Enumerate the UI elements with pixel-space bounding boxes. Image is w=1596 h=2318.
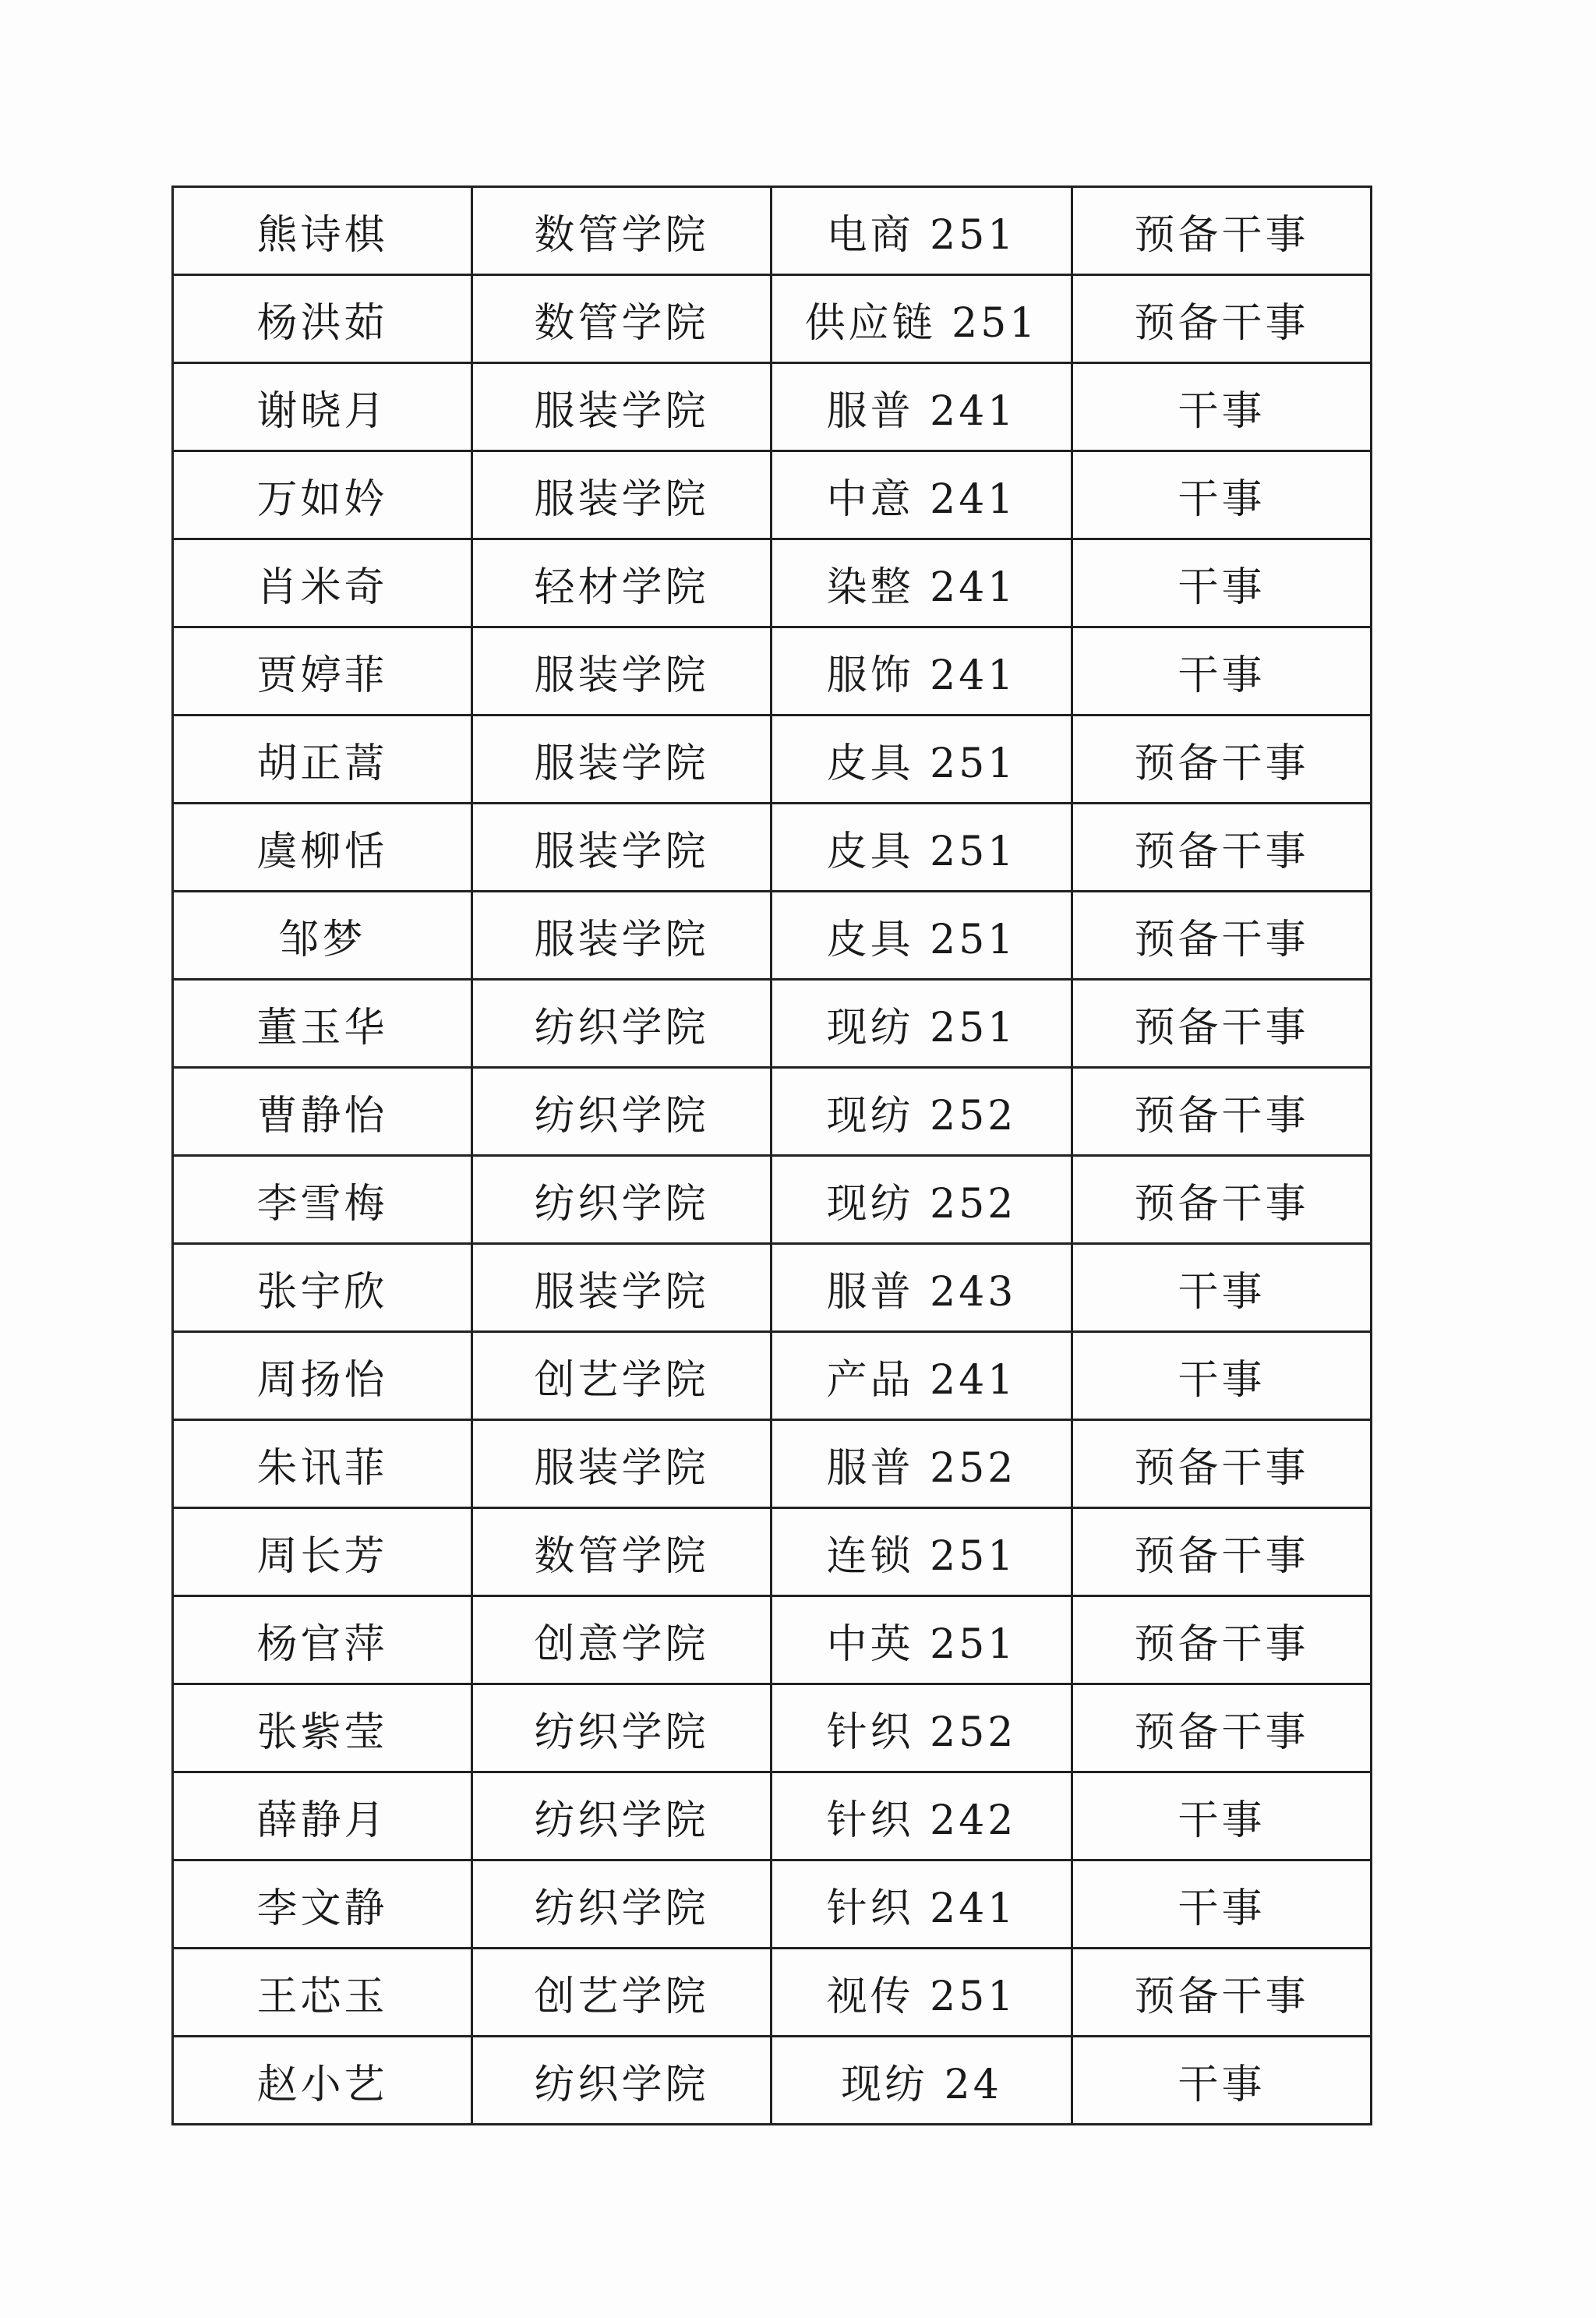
- table-row: [173, 363, 1372, 451]
- name-cell: 张紫莹: [173, 1684, 472, 1772]
- role-cell: 预备干事: [1072, 980, 1372, 1068]
- class-cell: 针织 242: [772, 1772, 1072, 1860]
- college-cell: 服装学院: [472, 804, 772, 892]
- college-cell: 纺织学院: [472, 1860, 772, 1949]
- name-cell: 贾婷菲: [173, 627, 472, 716]
- table-row: [173, 1860, 1372, 1949]
- table-row: [173, 539, 1372, 627]
- class-cell: 服普 241: [772, 363, 1072, 451]
- college-cell: 纺织学院: [472, 1684, 772, 1772]
- table-row: [173, 1068, 1372, 1156]
- college-cell: 服装学院: [472, 1244, 772, 1332]
- name-cell: 熊诗棋: [173, 187, 472, 275]
- role-cell: 干事: [1072, 1332, 1372, 1420]
- role-cell: 预备干事: [1072, 1156, 1372, 1244]
- class-cell: 连锁 251: [772, 1508, 1072, 1596]
- roster-table: [171, 186, 1372, 2125]
- table-row: [173, 1772, 1372, 1860]
- class-cell: 现纺 251: [772, 980, 1072, 1068]
- table-row: [173, 1332, 1372, 1420]
- class-cell: 现纺 252: [772, 1156, 1072, 1244]
- roster-table-body: [173, 187, 1372, 2125]
- college-cell: 服装学院: [472, 716, 772, 804]
- class-cell: 服普 252: [772, 1420, 1072, 1508]
- role-cell: 干事: [1072, 451, 1372, 539]
- role-cell: 预备干事: [1072, 892, 1372, 980]
- role-cell: 预备干事: [1072, 716, 1372, 804]
- college-cell: 服装学院: [472, 363, 772, 451]
- name-cell: 李文静: [173, 1860, 472, 1949]
- role-cell: 干事: [1072, 2037, 1372, 2125]
- college-cell: 服装学院: [472, 1420, 772, 1508]
- table-row: [173, 1596, 1372, 1684]
- college-cell: 数管学院: [472, 1508, 772, 1596]
- table-row: [173, 627, 1372, 716]
- name-cell: 肖米奇: [173, 539, 472, 627]
- class-cell: 针织 241: [772, 1860, 1072, 1949]
- role-cell: 预备干事: [1072, 1684, 1372, 1772]
- role-cell: 预备干事: [1072, 1068, 1372, 1156]
- table-row: [173, 2037, 1372, 2125]
- role-cell: 干事: [1072, 1772, 1372, 1860]
- class-cell: 供应链 251: [772, 275, 1072, 363]
- name-cell: 薛静月: [173, 1772, 472, 1860]
- name-cell: 谢晓月: [173, 363, 472, 451]
- name-cell: 李雪梅: [173, 1156, 472, 1244]
- role-cell: 干事: [1072, 627, 1372, 716]
- role-cell: 干事: [1072, 363, 1372, 451]
- class-cell: 服普 243: [772, 1244, 1072, 1332]
- college-cell: 纺织学院: [472, 1156, 772, 1244]
- college-cell: 数管学院: [472, 275, 772, 363]
- name-cell: 曹静怡: [173, 1068, 472, 1156]
- college-cell: 轻材学院: [472, 539, 772, 627]
- class-cell: 产品 241: [772, 1332, 1072, 1420]
- role-cell: 预备干事: [1072, 187, 1372, 275]
- class-cell: 皮具 251: [772, 804, 1072, 892]
- name-cell: 赵小艺: [173, 2037, 472, 2125]
- table-row: [173, 804, 1372, 892]
- name-cell: 王芯玉: [173, 1949, 472, 2037]
- table-row: [173, 892, 1372, 980]
- college-cell: 服装学院: [472, 451, 772, 539]
- role-cell: 预备干事: [1072, 275, 1372, 363]
- college-cell: 纺织学院: [472, 980, 772, 1068]
- table-row: [173, 1244, 1372, 1332]
- table-row: [173, 1949, 1372, 2037]
- role-cell: 预备干事: [1072, 804, 1372, 892]
- college-cell: 服装学院: [472, 892, 772, 980]
- class-cell: 中英 251: [772, 1596, 1072, 1684]
- name-cell: 杨官萍: [173, 1596, 472, 1684]
- college-cell: 数管学院: [472, 187, 772, 275]
- role-cell: 预备干事: [1072, 1508, 1372, 1596]
- name-cell: 周长芳: [173, 1508, 472, 1596]
- table-row: [173, 980, 1372, 1068]
- name-cell: 张宇欣: [173, 1244, 472, 1332]
- class-cell: 针织 252: [772, 1684, 1072, 1772]
- name-cell: 杨洪茹: [173, 275, 472, 363]
- role-cell: 干事: [1072, 1860, 1372, 1949]
- class-cell: 皮具 251: [772, 892, 1072, 980]
- role-cell: 预备干事: [1072, 1420, 1372, 1508]
- name-cell: 胡正蒿: [173, 716, 472, 804]
- table-row: [173, 187, 1372, 275]
- college-cell: 创艺学院: [472, 1949, 772, 2037]
- table-row: [173, 1684, 1372, 1772]
- name-cell: 董玉华: [173, 980, 472, 1068]
- table-row: [173, 275, 1372, 363]
- table-row: [173, 451, 1372, 539]
- table-row: [173, 1508, 1372, 1596]
- class-cell: 现纺 252: [772, 1068, 1072, 1156]
- name-cell: 虞柳恬: [173, 804, 472, 892]
- class-cell: 现纺 24: [772, 2037, 1072, 2125]
- college-cell: 创艺学院: [472, 1332, 772, 1420]
- class-cell: 中意 241: [772, 451, 1072, 539]
- college-cell: 纺织学院: [472, 1772, 772, 1860]
- class-cell: 服饰 241: [772, 627, 1072, 716]
- class-cell: 皮具 251: [772, 716, 1072, 804]
- college-cell: 纺织学院: [472, 1068, 772, 1156]
- role-cell: 干事: [1072, 539, 1372, 627]
- name-cell: 周扬怡: [173, 1332, 472, 1420]
- name-cell: 万如妗: [173, 451, 472, 539]
- college-cell: 服装学院: [472, 627, 772, 716]
- class-cell: 电商 251: [772, 187, 1072, 275]
- table-row: [173, 1156, 1372, 1244]
- role-cell: 预备干事: [1072, 1949, 1372, 2037]
- name-cell: 朱讯菲: [173, 1420, 472, 1508]
- college-cell: 纺织学院: [472, 2037, 772, 2125]
- class-cell: 视传 251: [772, 1949, 1072, 2037]
- table-row: [173, 1420, 1372, 1508]
- class-cell: 染整 241: [772, 539, 1072, 627]
- table-row: [173, 716, 1372, 804]
- college-cell: 创意学院: [472, 1596, 772, 1684]
- role-cell: 干事: [1072, 1244, 1372, 1332]
- name-cell: 邹梦: [173, 892, 472, 980]
- role-cell: 预备干事: [1072, 1596, 1372, 1684]
